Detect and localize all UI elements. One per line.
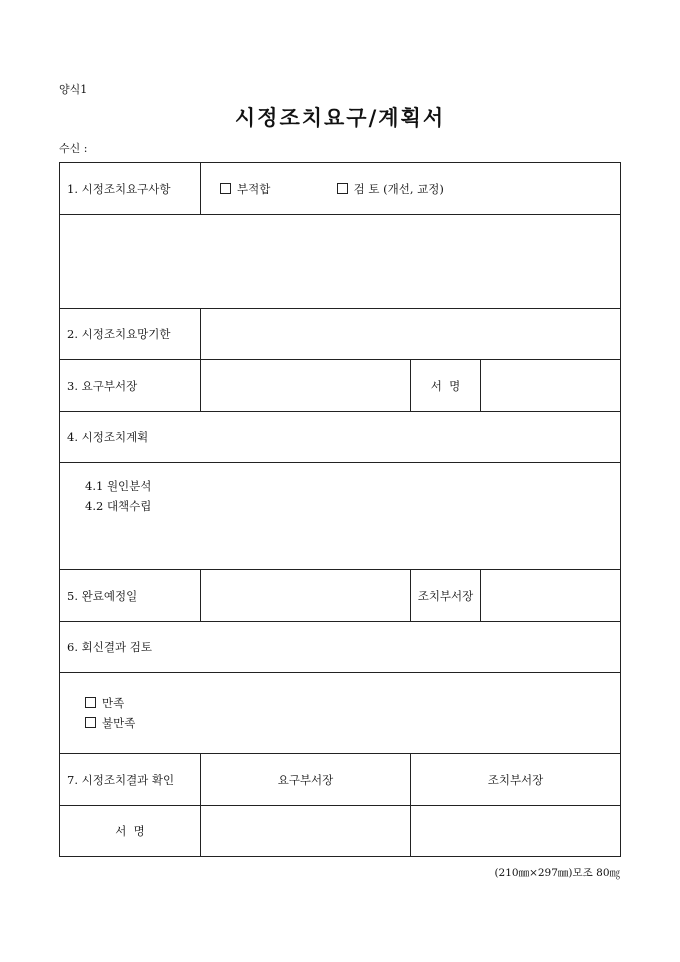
action-head-field[interactable] — [481, 570, 621, 622]
option-satisfied[interactable] — [85, 693, 613, 713]
request-details-row — [60, 215, 621, 309]
option-review-label: 검 토 (개선, 교정) — [353, 181, 444, 196]
confirm-row — [60, 754, 621, 806]
checkbox-icon[interactable] — [337, 183, 348, 194]
plan-content-row — [60, 463, 621, 570]
requesting-head-label: 3. 요구부서장 — [60, 360, 201, 412]
option-unsatisfied[interactable] — [85, 713, 613, 733]
checkbox-icon[interactable] — [220, 183, 231, 194]
signature-field[interactable] — [481, 360, 621, 412]
plan-content[interactable] — [60, 463, 621, 570]
option-satisfied-label: 만족 — [102, 696, 125, 710]
confirm-label: 7. 시정조치결과 확인 — [60, 754, 201, 806]
deadline-field[interactable] — [201, 309, 621, 360]
reply-options-row — [60, 673, 621, 754]
recipient-label: 수신 : — [59, 142, 88, 155]
plan-label: 4. 시정조치계획 — [60, 412, 621, 463]
deadline-row — [60, 309, 621, 360]
plan-header-row — [60, 412, 621, 463]
reply-options — [60, 673, 621, 754]
form-table — [59, 162, 621, 857]
request-details-field[interactable] — [60, 215, 621, 309]
requesting-head-field[interactable] — [201, 360, 411, 412]
option-review[interactable] — [337, 181, 444, 197]
action-signature-field[interactable] — [411, 806, 621, 857]
signature-row-label: 서 명 — [60, 806, 201, 857]
paper-spec-footer: (210㎜×297㎜)모조 80㎎ — [494, 867, 620, 879]
confirm-signature-row — [60, 806, 621, 857]
request-type-options — [201, 163, 621, 215]
requesting-head-row — [60, 360, 621, 412]
completion-row — [60, 570, 621, 622]
option-nonconforming[interactable] — [220, 181, 333, 197]
request-items-label: 1. 시정조치요구사항 — [60, 163, 201, 215]
signature-label: 서 명 — [411, 360, 481, 412]
form-id: 양식1 — [59, 83, 88, 96]
reply-label: 6. 회신결과 검토 — [60, 622, 621, 673]
plan-item-cause-analysis: 4.1 원인분석 — [85, 479, 152, 493]
checkbox-icon[interactable] — [85, 717, 96, 728]
requesting-signature-field[interactable] — [201, 806, 411, 857]
option-nonconforming-label: 부적합 — [237, 181, 271, 196]
confirm-col-action: 조치부서장 — [411, 754, 621, 806]
option-unsatisfied-label: 불만족 — [102, 716, 136, 730]
completion-date-field[interactable] — [201, 570, 411, 622]
reply-header-row — [60, 622, 621, 673]
confirm-col-requesting: 요구부서장 — [201, 754, 411, 806]
completion-label: 5. 완료예정일 — [60, 570, 201, 622]
checkbox-icon[interactable] — [85, 697, 96, 708]
plan-item-countermeasure: 4.2 대책수립 — [85, 499, 152, 513]
request-items-row — [60, 163, 621, 215]
action-head-label: 조치부서장 — [411, 570, 481, 622]
deadline-label: 2. 시정조치요망기한 — [60, 309, 201, 360]
page-title: 시정조치요구/계획서 — [234, 105, 446, 130]
